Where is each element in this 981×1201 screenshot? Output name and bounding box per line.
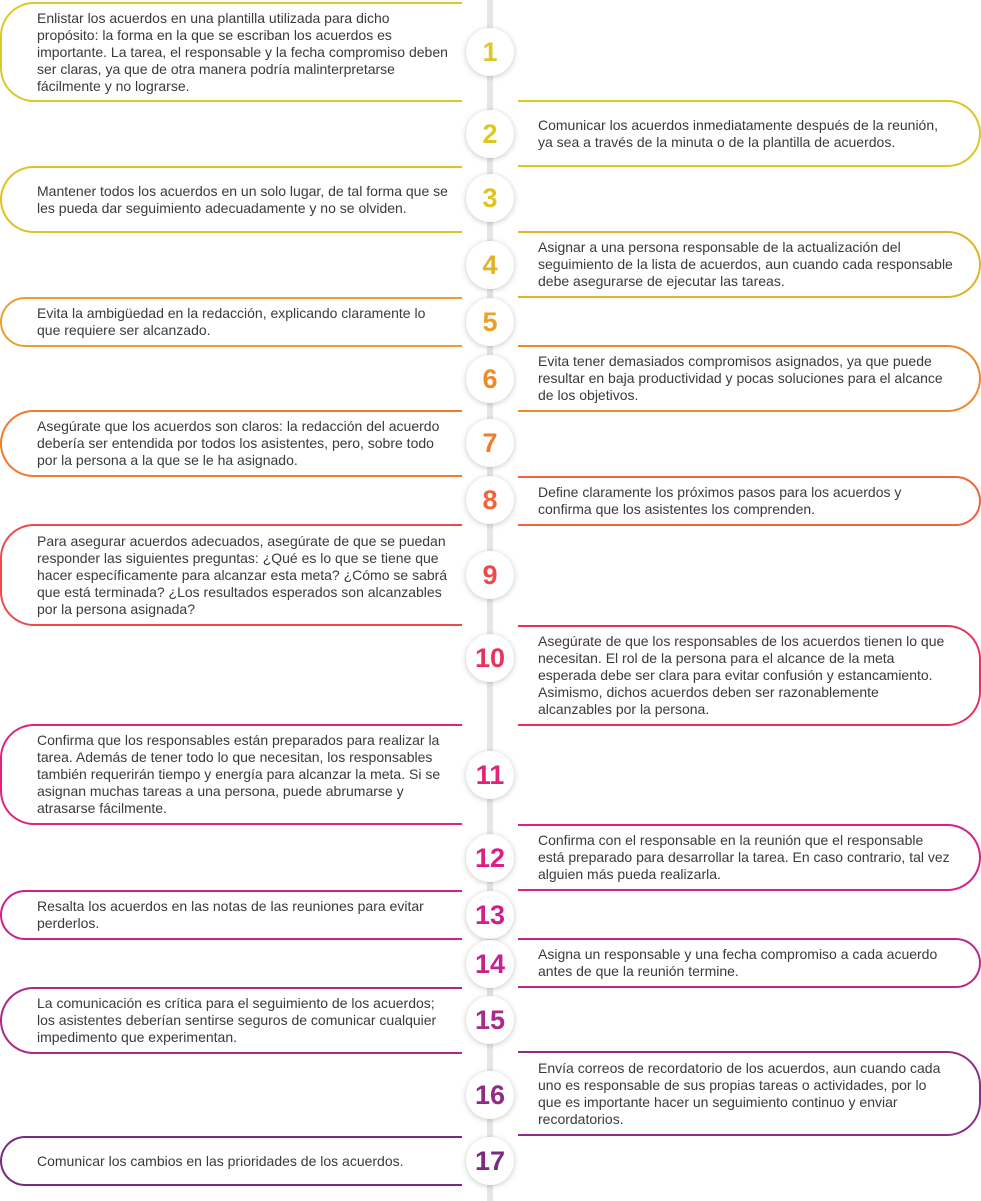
step-2-card: [518, 100, 981, 167]
step-15-number-badge: 15: [466, 996, 514, 1044]
step-14-number-badge: 14: [466, 940, 514, 988]
step-8-text: Define claramente los próximos pasos para los acuerdos y confirma que los asistentes los comprenden.: [538, 484, 902, 517]
step-16-text: Envía correos de recordatorio de los acuerdos, aun cuando cada uno es responsable de sus propias tareas o actividades, por lo que es importante hacer un seguimiento continuo y enviar recordatorios.: [538, 1059, 941, 1127]
step-15-card: [0, 987, 462, 1054]
step-17-text: Comunicar los cambios en las prioridades de los acuerdos.: [37, 1152, 404, 1169]
step-7-card: [0, 410, 462, 477]
step-12-card: [518, 824, 981, 891]
step-11-text: Confirma que los responsables están preparados para realizar la tarea. Además de tener todo lo que necesitan, los responsables también requerirán tiempo y energía para alcanzar la meta. Si se asignan muchas tareas a una persona, puede abrumarse y atrasarse fácilmente.: [37, 732, 441, 816]
step-14-text: Asigna un responsable y una fecha compromiso a cada acuerdo antes de que la reunión termine.: [538, 946, 938, 979]
step-5-card: [0, 297, 462, 347]
step-3-text: Mantener todos los acuerdos en un solo lugar, de tal forma que se les pueda dar seguimiento adecuadamente y no se olviden.: [37, 182, 448, 216]
step-10-number-badge: 10: [466, 634, 514, 682]
step-13-text: Resalta los acuerdos en las notas de las reuniones para evitar perderlos.: [37, 898, 424, 931]
step-6-card: [518, 345, 981, 412]
step-7-number-badge: 7: [466, 419, 514, 467]
step-9-text: Para asegurar acuerdos adecuados, asegúrate de que se puedan responder las siguientes preguntas: ¿Qué es lo que se tiene que hacer específicamente para alcanzar esta meta? ¿Cómo se sabrá que está terminada? ¿Los resultados esperados son alcanzables por la persona asignada?: [37, 532, 448, 617]
step-12-number-badge: 12: [466, 834, 514, 882]
step-11-card: [0, 724, 462, 825]
step-5-number-badge: 5: [466, 298, 514, 346]
step-6-number-badge: 6: [466, 355, 514, 403]
step-8-number-badge: 8: [466, 476, 514, 524]
step-1-card: [0, 2, 462, 102]
step-4-text: Asignar a una persona responsable de la actualización del seguimiento de la lista de acuerdos, aun cuando cada responsable debe asegurarse de ejecutar las tareas.: [538, 239, 953, 289]
step-10-card: [518, 625, 981, 726]
step-14-card: [518, 938, 981, 988]
step-7-text: Asegúrate que los acuerdos son claros: la redacción del acuerdo debería ser entendida por todos los asistentes, pero, sobre todo por la persona a la que se le ha asignado.: [37, 418, 440, 468]
step-12-text: Confirma con el responsable en la reunión que el responsable está preparado para desarrollar la tarea. En caso contrario, tal vez alguien más pueda realizarla.: [538, 832, 950, 882]
step-17-number-badge: 17: [466, 1137, 514, 1185]
step-3-card: [0, 166, 462, 233]
step-8-card: [518, 476, 981, 526]
step-11-number-badge: 11: [466, 751, 514, 799]
step-17-card: [0, 1136, 462, 1186]
step-2-text: Comunicar los acuerdos inmediatamente después de la reunión, ya sea a través de la minuta o de la plantilla de acuerdos.: [538, 116, 939, 150]
step-16-number-badge: 16: [466, 1071, 514, 1119]
step-1-text: Enlistar los acuerdos en una plantilla utilizada para dicho propósito: la forma en la que se escriban los acuerdos es importante. La tarea, el responsable y la fecha compromiso deben ser claras, ya que de otra manera podría malinterpretarse fácilmente y no lograrse.: [37, 9, 448, 94]
step-9-number-badge: 9: [466, 551, 514, 599]
step-4-card: [518, 231, 981, 298]
step-13-number-badge: 13: [466, 891, 514, 939]
step-4-number-badge: 4: [466, 241, 514, 289]
step-10-text: Asegúrate de que los responsables de los acuerdos tienen lo que necesitan. El rol de la persona para el alcance de la meta esperada debe ser clara para evitar confusión y estancamiento. Asimismo, dichos acuerdos deben ser razonablemente alcanzables por la persona.: [538, 633, 945, 717]
step-16-card: [518, 1051, 981, 1136]
step-15-text: La comunicación es crítica para el seguimiento de los acuerdos; los asistentes deberían sentirse seguros de comunicar cualquier impedimento que experimentan.: [37, 995, 437, 1045]
step-9-card: [0, 524, 462, 626]
step-13-card: [0, 890, 462, 940]
step-6-text: Evita tener demasiados compromisos asignados, ya que puede resultar en baja productividad y pocas soluciones para el alcance de los objetivos.: [538, 353, 943, 403]
step-3-number-badge: 3: [466, 174, 514, 222]
step-1-number-badge: 1: [466, 28, 514, 76]
step-5-text: Evita la ambigüedad en la redacción, explicando claramente lo que requiere ser alcanzado.: [37, 305, 426, 338]
step-2-number-badge: 2: [466, 110, 514, 158]
